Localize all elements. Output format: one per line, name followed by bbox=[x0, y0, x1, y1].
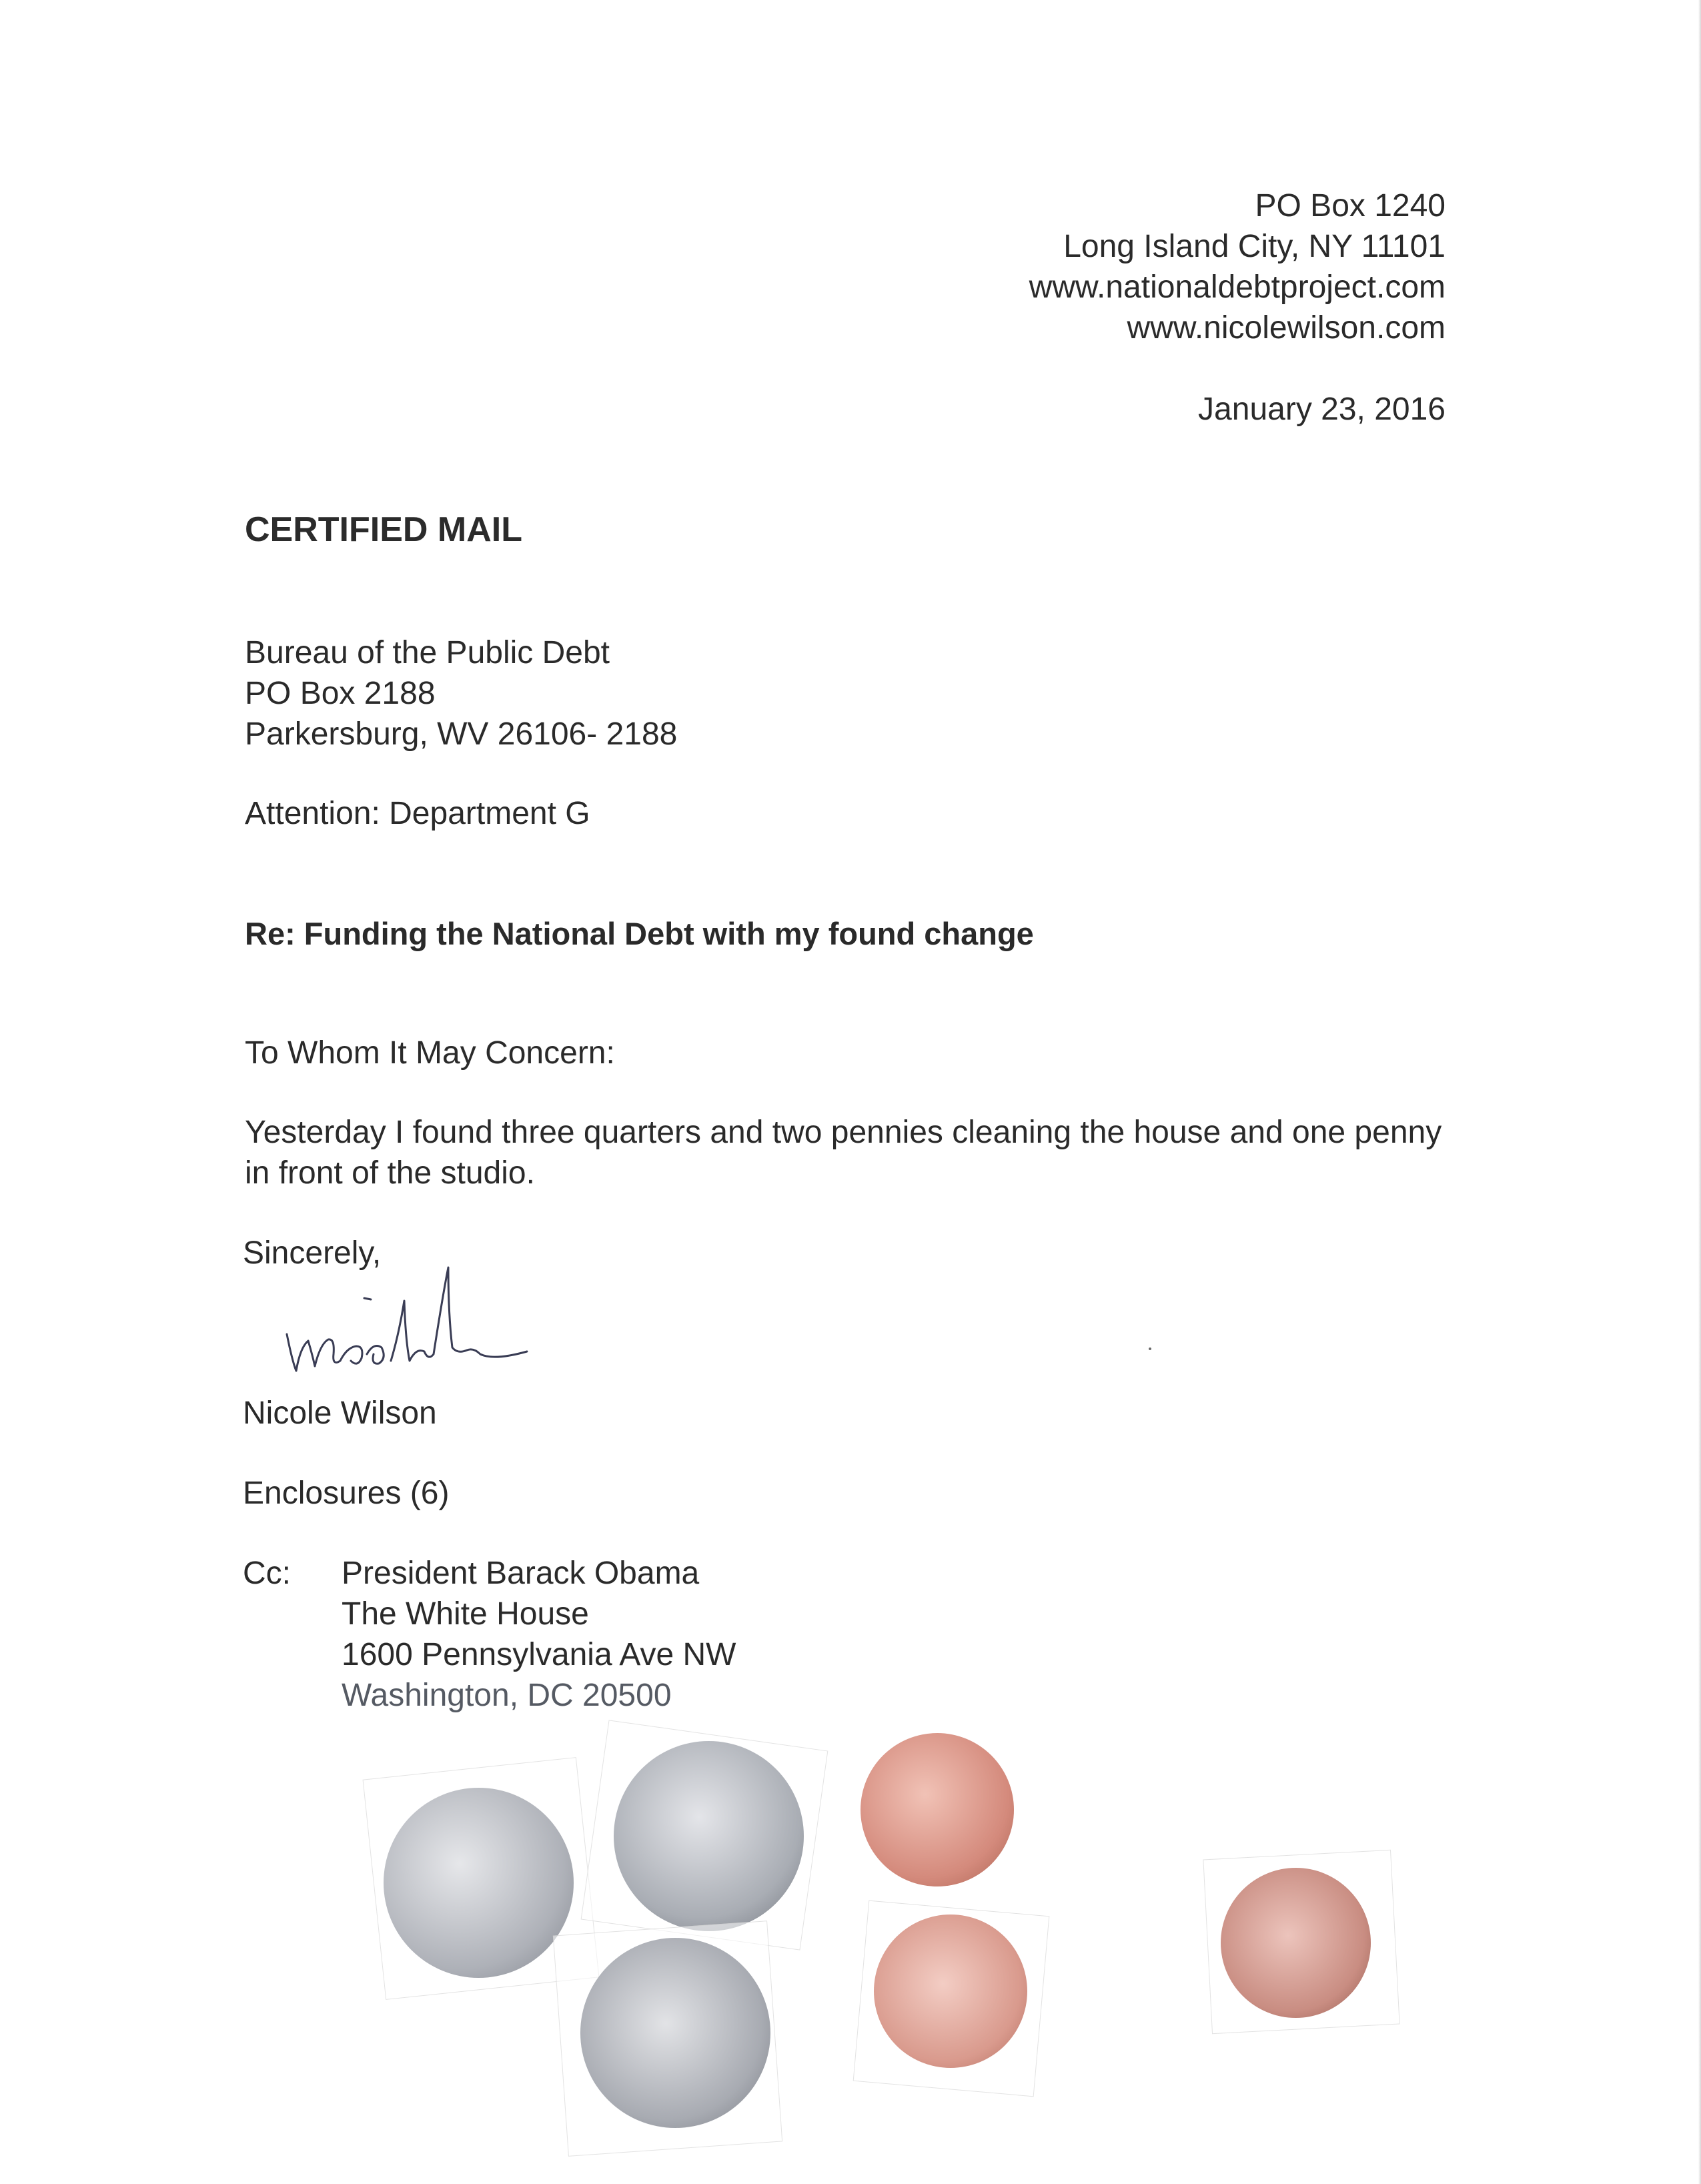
cc-street: 1600 Pennsylvania Ave NW bbox=[342, 1637, 736, 1672]
enclosures-line: Enclosures (6) bbox=[243, 1476, 450, 1511]
attention-line: Attention: Department G bbox=[245, 796, 590, 831]
sender-website-1: www.nationaldebtproject.com bbox=[1029, 269, 1446, 305]
penny-coin bbox=[1221, 1868, 1371, 2018]
cc-name: President Barack Obama bbox=[342, 1556, 700, 1591]
penny-coin bbox=[861, 1733, 1014, 1886]
recipient-name: Bureau of the Public Debt bbox=[245, 635, 610, 670]
body-paragraph: Yesterday I found three quarters and two pennies cleaning the house and one penny in front of the studio. bbox=[245, 1115, 1442, 1191]
cc-address bbox=[342, 1553, 736, 1716]
certified-mail-heading: CERTIFIED MAIL bbox=[245, 510, 522, 549]
quarter-coin bbox=[384, 1788, 574, 1978]
penny-coin bbox=[874, 1915, 1027, 2068]
quarter-coin bbox=[580, 1938, 770, 2128]
sender-address bbox=[1029, 185, 1446, 348]
sender-po-box: PO Box 1240 bbox=[1255, 188, 1446, 223]
cc-city: Washington, DC 20500 bbox=[342, 1678, 672, 1713]
cc-label: Cc: bbox=[243, 1556, 291, 1591]
salutation: To Whom It May Concern: bbox=[245, 1035, 615, 1071]
sender-website-2: www.nicolewilson.com bbox=[1127, 310, 1446, 346]
quarter-coin bbox=[614, 1741, 804, 1931]
recipient-city: Parkersburg, WV 26106- 2188 bbox=[245, 716, 678, 752]
recipient-po-box: PO Box 2188 bbox=[245, 676, 436, 711]
handwritten-signature bbox=[273, 1254, 607, 1388]
scan-edge bbox=[1698, 0, 1701, 2184]
subject-line: Re: Funding the National Debt with my found change bbox=[245, 916, 1034, 951]
sender-city: Long Island City, NY 11101 bbox=[1063, 229, 1446, 264]
signer-name: Nicole Wilson bbox=[243, 1396, 437, 1431]
closing: Sincerely, bbox=[243, 1235, 382, 1271]
cc-organization: The White House bbox=[342, 1596, 589, 1632]
letter-date: January 23, 2016 bbox=[1198, 392, 1446, 427]
scan-speck bbox=[1149, 1347, 1151, 1350]
recipient-address bbox=[245, 632, 677, 754]
